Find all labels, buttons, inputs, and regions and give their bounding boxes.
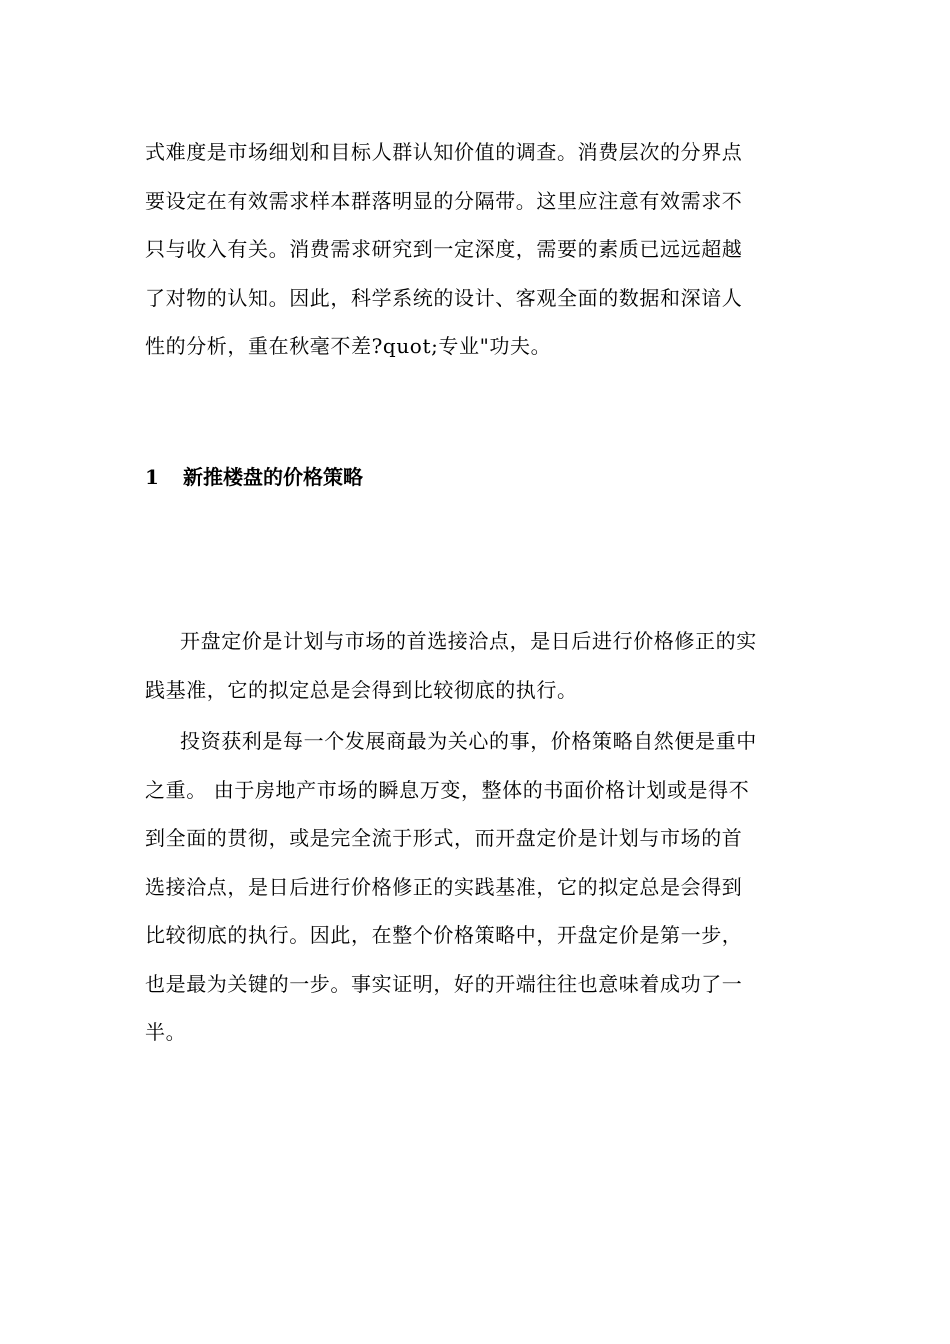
section-heading xyxy=(145,459,363,495)
paragraph-investment-profit xyxy=(145,717,807,1057)
paragraph-line: 到全面的贯彻，或是完全流于形式，而开盘定价是计划与市场的首 xyxy=(145,826,743,850)
section-number: 1 xyxy=(145,465,159,489)
paragraph-line: 比较彻底的执行。因此，在整个价格策略中，开盘定价是第一步， xyxy=(145,923,743,947)
paragraph-line: 式难度是市场细划和目标人群认知价值的调查。消费层次的分界点 xyxy=(145,140,743,164)
paragraph-line: 选接洽点，是日后进行价格修正的实践基准，它的拟定总是会得到 xyxy=(145,874,743,899)
paragraph-line: 投资获利是每一个发展商最为关心的事，价格策略自然便是重中 xyxy=(180,729,757,753)
paragraph-opening-price xyxy=(145,617,807,714)
paragraph-survey-difficulty xyxy=(145,128,807,371)
paragraph-line: 也是最为关键的一步。事实证明，好的开端往往也意味着成功了一 xyxy=(145,971,743,996)
paragraph-line: 之重。 由于房地产市场的瞬息万变，整体的书面价格计划或是得不 xyxy=(145,777,750,802)
paragraph-line: 了对物的认知。因此，科学系统的设计、客观全面的数据和深谙人 xyxy=(145,285,743,310)
paragraph-line: 要设定在有效需求样本群落明显的分隔带。这里应注意有效需求不 xyxy=(145,188,743,213)
paragraph-line: 开盘定价是计划与市场的首选接洽点，是日后进行价格修正的实 xyxy=(180,629,757,653)
paragraph-line: 性的分析，重在秋毫不差?quot;专业"功夫。 xyxy=(145,334,552,358)
paragraph-line: 只与收入有关。消费需求研究到一定深度，需要的素质已远远超越 xyxy=(145,237,743,261)
paragraph-line: 践基准，它的拟定总是会得到比较彻底的执行。 xyxy=(145,677,578,702)
paragraph-line: 半。 xyxy=(145,1020,187,1044)
section-title: 新推楼盘的价格策略 xyxy=(183,465,363,489)
